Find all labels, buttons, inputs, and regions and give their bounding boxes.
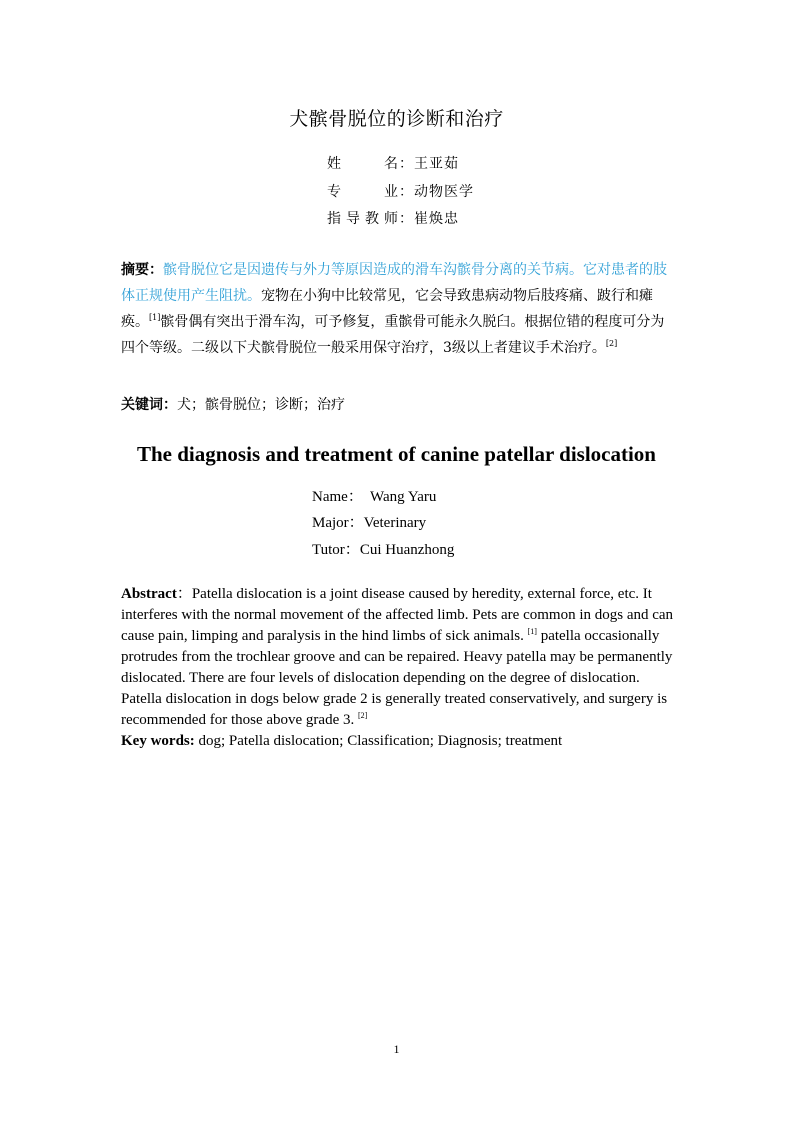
meta-key: 姓名: [327, 156, 399, 172]
citation-2: [2]: [358, 711, 368, 720]
meta-key: 专业: [327, 184, 399, 200]
page-number: 1: [393, 1042, 400, 1056]
major-line: [327, 181, 474, 201]
meta-value: Veterinary: [363, 515, 427, 531]
abstract-text: 髌骨偶有突出于滑车沟，可予修复，重髌骨可能永久脱臼。根据位错的程度可分为四个等级。二级以下犬髌骨脱位一般采用保守治疗，3级以上者建议手术治疗。: [121, 314, 665, 356]
meta-value: Wang Yaru: [362, 489, 437, 505]
meta-key: 指导教师: [327, 211, 399, 227]
chinese-abstract: [121, 257, 674, 361]
chinese-keywords: [121, 392, 674, 418]
meta-key: Name：: [312, 489, 363, 505]
meta-value: 崔焕忠: [414, 211, 459, 227]
meta-key: Tutor：: [312, 542, 360, 558]
meta-value: 王亚茹: [414, 156, 459, 172]
major-line-en: [312, 511, 426, 532]
abstract-sep: ：: [176, 586, 192, 602]
abstract-text: 宠物在小狗中比较常见，它会导致患病动物后肢疼痛、跛行和瘫痪。: [121, 288, 653, 330]
keywords-text: 犬；髌骨脱位；诊断；治疗: [177, 397, 345, 413]
abstract-highlight: 髌骨脱位它是因遗传与外力等原因造成的滑车沟髌骨分离的关节病。它对患者的肢体正规使用产生阻扰。: [121, 262, 667, 304]
citation-2: [2]: [605, 339, 618, 348]
abstract-label: Abstract: [121, 586, 177, 602]
chinese-title: 犬髌骨脱位的诊断和治疗: [289, 108, 504, 130]
keywords-label: 关键词：: [121, 397, 177, 413]
citation-1: [1]: [527, 627, 537, 636]
citation-1: [1]: [149, 313, 161, 322]
tutor-line-en: [312, 538, 454, 559]
meta-key: Major：: [312, 515, 364, 531]
keywords-text: dog; Patella dislocation; Classification; Diagnosis; treatment: [194, 733, 563, 749]
abstract-text: patella occasionally protrudes from the trochlear groove and can be repaired. Heavy patella may be permanently dislocated. There are four levels of dislocation depending on the degree of dislocation. Patella dislocation in dogs below grade 2 is generally treated conservatively, and surgery is recommended for those above grade 3.: [121, 628, 673, 728]
meta-sep: ：: [399, 184, 414, 200]
meta-sep: ：: [399, 211, 414, 227]
tutor-line: [327, 208, 459, 228]
author-name-line: [327, 153, 459, 173]
english-abstract: [121, 584, 676, 752]
author-name-line-en: [312, 485, 436, 506]
abstract-text: Patella dislocation is a joint disease caused by heredity, external force, etc. It interferes with the normal movement of the affected limb. Pets are common in dogs and can cause pain, limping and paralysis in the hind limbs of sick animals.: [121, 586, 674, 644]
english-title: The diagnosis and treatment of canine patellar dislocation: [136, 442, 656, 466]
abstract-label: 摘要：: [121, 262, 163, 278]
meta-sep: ：: [399, 156, 414, 172]
meta-value: Cui Huanzhong: [359, 542, 455, 558]
meta-value: 动物医学: [414, 184, 474, 200]
keywords-label: Key words:: [121, 733, 195, 749]
